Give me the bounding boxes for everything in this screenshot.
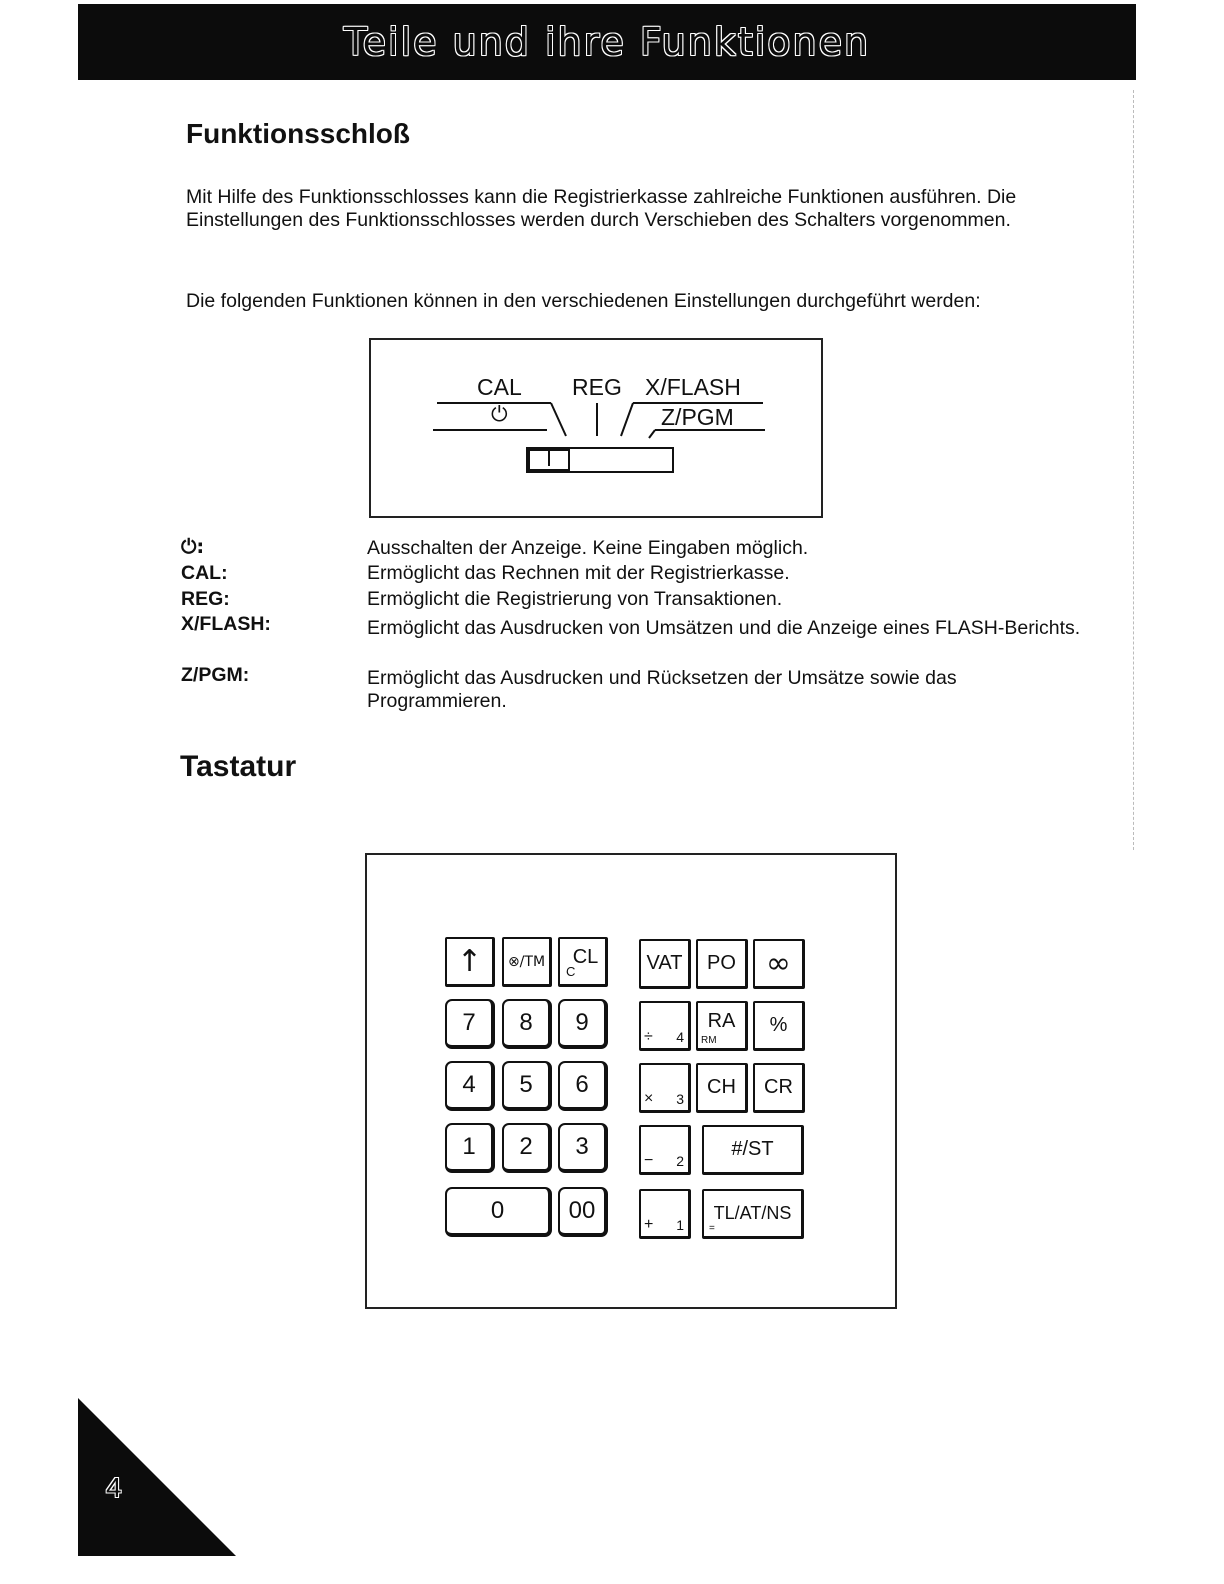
power-icon: ⏻: [491, 402, 508, 426]
key-label: 6: [575, 1071, 589, 1098]
key-3: [558, 1123, 608, 1173]
key-label: 3: [676, 1091, 684, 1107]
key-label: RA: [707, 1010, 736, 1032]
definition-power: [181, 535, 1081, 560]
page-number: 4: [106, 1472, 122, 1503]
key-6: [558, 1061, 608, 1111]
key-label: 7: [462, 1009, 476, 1036]
definition-term: ⏻:: [181, 535, 205, 558]
key-void-tm: [502, 937, 552, 987]
key-ch: [696, 1063, 748, 1113]
definition-desc: Ermöglicht das Rechnen mit der Registrierkasse.: [367, 562, 790, 584]
key-label: 3: [575, 1133, 589, 1160]
key-po: [696, 939, 748, 989]
key-percent: [753, 1001, 805, 1051]
definition-reg: [181, 588, 1081, 611]
key-label: VAT: [646, 952, 683, 974]
key-symbol: ÷: [644, 1028, 653, 1045]
key-label: 1: [462, 1133, 476, 1160]
key-label: 1: [676, 1217, 684, 1233]
lock-intro-paragraph: Mit Hilfe des Funktionsschlosses kann die Registrierkasse zahlreiche Funktionen ausführen. Die Einstellungen des Funktionsschlosses werden durch Verschieben des Schalters vorgenommen.: [186, 186, 1017, 231]
key-5: [502, 1061, 552, 1111]
key-00: [558, 1187, 608, 1237]
key-label: 4: [462, 1071, 476, 1098]
page-corner-triangle: [78, 1398, 236, 1556]
arrow-up-icon: ↑: [456, 944, 483, 979]
key-sublabel: C: [566, 964, 576, 979]
key-label: 2: [676, 1153, 684, 1169]
lock-diagram-lines: [371, 340, 821, 516]
key-dept-2: [639, 1125, 691, 1175]
key-cr: [753, 1063, 805, 1113]
void-icon: ∞: [766, 946, 791, 981]
key-dept-1: [639, 1189, 691, 1239]
key-label: 2: [519, 1133, 533, 1160]
definition-term: REG:: [181, 588, 230, 610]
definition-term: Z/PGM:: [181, 664, 250, 686]
key-2: [502, 1123, 552, 1173]
key-label: 0: [490, 1197, 505, 1224]
key-label: CH: [707, 1076, 736, 1098]
lock-lead-paragraph: Die folgenden Funktionen können in den verschiedenen Einstellungen durchgeführt werden:: [186, 290, 981, 312]
key-4: [445, 1061, 495, 1111]
lock-label-cal: CAL: [477, 374, 522, 400]
key-label: 4: [676, 1029, 684, 1045]
lock-label-reg: REG: [572, 374, 622, 400]
key-label: #/ST: [731, 1138, 774, 1160]
key-vat: [639, 939, 691, 989]
key-1: [445, 1123, 495, 1173]
definition-desc: Ermöglicht die Registrierung von Transaktionen.: [367, 588, 783, 610]
header-bar: [78, 4, 1136, 80]
section-heading-lock: Funktionsschloß: [186, 118, 410, 149]
key-label: PO: [707, 952, 736, 974]
keyboard-diagram: [365, 853, 897, 1309]
key-label: 5: [519, 1071, 533, 1098]
key-label: CR: [764, 1076, 793, 1098]
function-lock-diagram: [369, 338, 823, 518]
definition-zpgm: [181, 664, 1081, 713]
definition-desc: Ausschalten der Anzeige. Keine Eingaben möglich.: [367, 537, 809, 559]
key-symbol: −: [644, 1152, 654, 1169]
lock-label-zpgm: Z/PGM: [661, 404, 734, 430]
definition-cal: [181, 562, 1081, 585]
key-label: TL/AT/NS: [713, 1203, 792, 1223]
definition-term: X/FLASH:: [181, 613, 271, 635]
key-9: [558, 999, 608, 1049]
definition-xflash: [181, 613, 1081, 640]
key-paper-feed: [445, 937, 495, 987]
key-0: [445, 1187, 552, 1237]
key-void: [753, 939, 805, 989]
key-label: CL: [572, 946, 599, 968]
key-label: 00: [568, 1197, 596, 1224]
key-dept-3: [639, 1063, 691, 1113]
definition-desc: Ermöglicht das Ausdrucken von Umsätzen und die Anzeige eines FLASH-Berichts.: [367, 617, 1081, 639]
key-subtotal: [702, 1125, 804, 1175]
key-dept-4: [639, 1001, 691, 1051]
definition-term: CAL:: [181, 562, 228, 584]
key-label: %: [769, 1014, 788, 1036]
key-label: 8: [519, 1009, 533, 1036]
definition-desc: Ermöglicht das Ausdrucken und Rücksetzen der Umsätze sowie das Programmieren.: [367, 667, 957, 712]
key-7: [445, 999, 495, 1049]
key-8: [502, 999, 552, 1049]
key-clear: [558, 937, 608, 987]
binding-edge-marks: [1133, 90, 1134, 850]
key-total: [702, 1189, 804, 1239]
key-sublabel: RM: [701, 1035, 717, 1046]
page-title: Teile und ihre Funktionen: [343, 20, 871, 64]
section-heading-keyboard: Tastatur: [180, 750, 297, 783]
key-symbol: +: [644, 1216, 654, 1233]
key-ra: [696, 1001, 748, 1051]
lock-label-xflash: X/FLASH: [645, 374, 741, 400]
key-label: ⊗/TM: [507, 953, 546, 970]
key-sublabel: =: [709, 1223, 715, 1234]
key-label: 9: [575, 1009, 589, 1036]
key-symbol: ×: [644, 1090, 654, 1107]
